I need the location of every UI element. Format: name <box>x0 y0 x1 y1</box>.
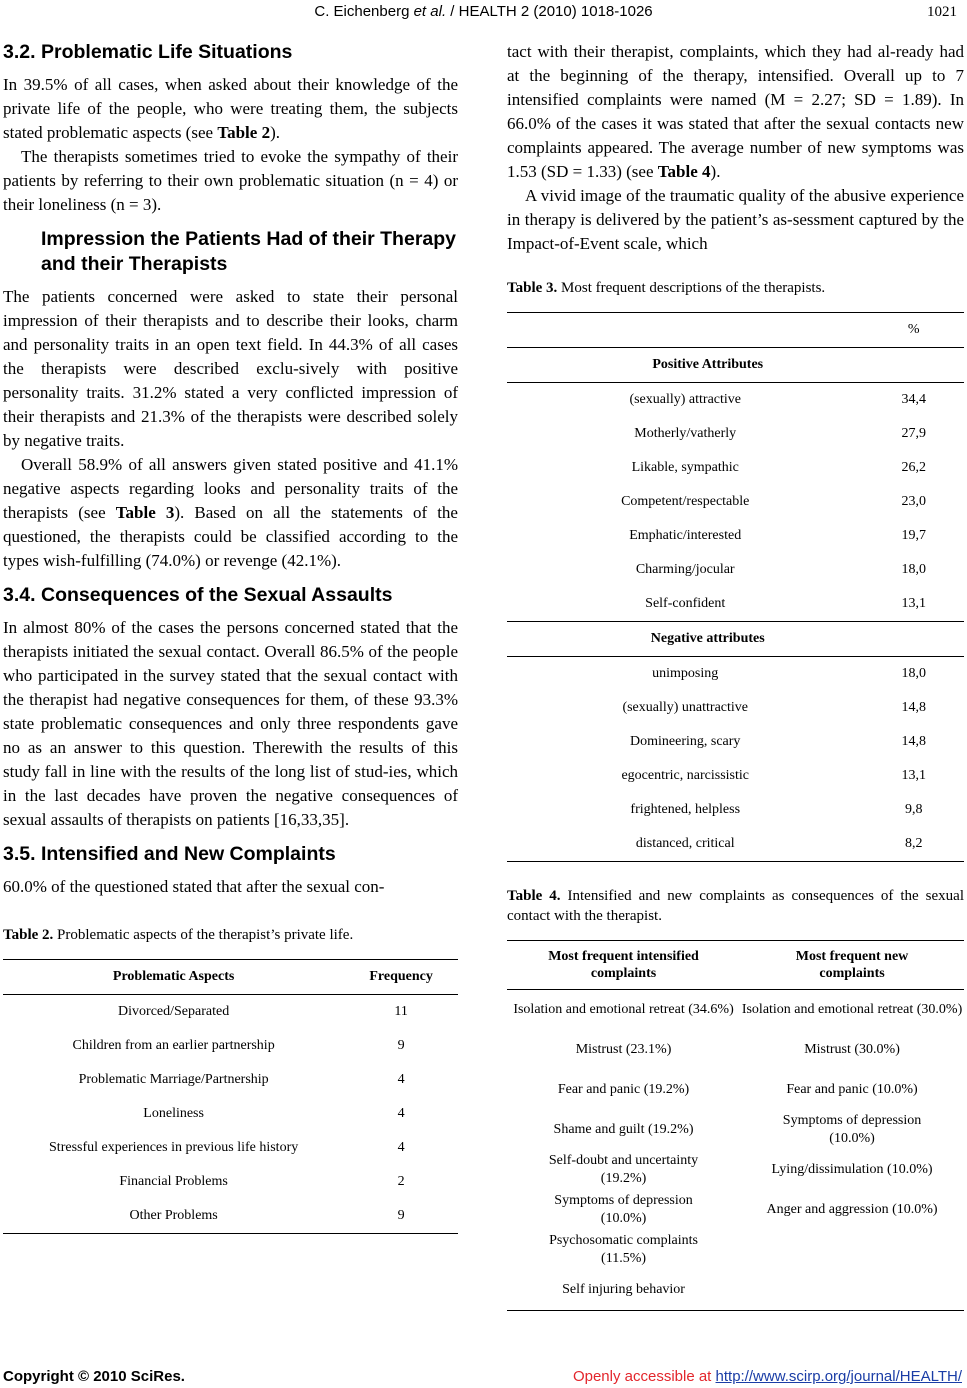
table-cell: 4 <box>397 1106 405 1121</box>
table-cell: Children from an earlier partnership <box>72 1038 275 1053</box>
right-column <box>507 40 964 1311</box>
table-cell: Mistrust (23.1%) <box>575 1042 672 1057</box>
caption-text: Problematic aspects of the therapist’s private life. <box>53 927 354 943</box>
column-header: Problematic Aspects <box>3 960 344 995</box>
table-row <box>3 1199 458 1234</box>
table-header-row <box>507 941 964 990</box>
table-2 <box>3 959 458 1234</box>
table-cell: 9 <box>397 1038 405 1053</box>
table-cell: Stressful experiences in previous life history <box>49 1140 299 1155</box>
table-ref-link[interactable]: Table 4 <box>657 162 711 181</box>
table-cell: Likable, sympathic <box>631 460 739 475</box>
table-cell: 34,4 <box>901 392 926 407</box>
section-number: 3.2. <box>3 41 36 63</box>
table-cell: Self-confident <box>645 596 726 611</box>
table-cell: 8,2 <box>904 836 923 851</box>
table-header-row <box>3 960 458 995</box>
table-cell: Charming/jocular <box>635 562 735 577</box>
table-cell: egocentric, narcissistic <box>621 768 749 783</box>
left-column <box>3 40 458 1234</box>
table-cell: Emphatic/interested <box>629 528 742 543</box>
section-header: Positive Attributes <box>507 348 863 383</box>
table-cell: Isolation and emotional retreat (34.6%) <box>513 1002 734 1017</box>
table-4 <box>507 940 964 1311</box>
table-cell <box>863 622 964 657</box>
table-cell <box>863 348 964 383</box>
table-2-caption <box>3 925 458 945</box>
table-3 <box>507 312 964 862</box>
table-row <box>3 1029 458 1063</box>
caption-text: Intensified and new complaints as consequences of the sexual contact with the therapist. <box>507 888 965 924</box>
table-row <box>507 1150 964 1190</box>
section-3-5-heading <box>3 842 458 867</box>
paragraph: A vivid image of the traumatic quality of the abusive experience in therapy is delivered by the patient’s as-sessment captured by the Impact-of-Event scale, which <box>507 186 964 253</box>
text: Overall 58.9% of all answers given stated positive and 41.1% negative aspects regarding looks and personality traits of the therapists (see <box>3 455 458 522</box>
table-label: Table 3. <box>507 280 558 296</box>
running-head-journal: / HEALTH 2 (2010) 1018-1026 <box>446 3 653 20</box>
table-row <box>507 519 964 553</box>
table-cell <box>740 1230 964 1270</box>
table-cell: Isolation and emotional retreat (30.0%) <box>741 1002 963 1017</box>
table-cell: frightened, helpless <box>630 802 741 817</box>
table-header-row <box>507 313 964 348</box>
copyright-notice: Copyright © 2010 SciRes. <box>3 1368 185 1385</box>
table-row <box>507 383 964 418</box>
table-row <box>507 1190 964 1230</box>
table-cell: Financial Problems <box>119 1174 228 1189</box>
table-cell: distanced, critical <box>635 836 735 851</box>
table-row <box>507 553 964 587</box>
table-row <box>507 793 964 827</box>
section-header: Negative attributes <box>507 622 863 657</box>
table-cell: Problematic Marriage/Partnership <box>78 1072 269 1087</box>
column-header: % <box>907 322 920 337</box>
table-row <box>3 1097 458 1131</box>
table-cell: 4 <box>397 1140 405 1155</box>
table-cell: 9,8 <box>904 802 923 817</box>
section-number: 3.5. <box>3 843 36 865</box>
table-3-caption <box>507 278 964 298</box>
table-row <box>507 759 964 793</box>
table-cell: Symptoms of depression (10.0%) <box>554 1193 693 1226</box>
table-row <box>507 657 964 692</box>
section-number <box>3 227 41 252</box>
section-title: Problematic Life Situations <box>41 41 293 63</box>
open-access-prefix: Openly accessible at <box>572 1368 716 1385</box>
column-header: Frequency <box>344 960 458 995</box>
section-3-4-heading <box>3 583 458 608</box>
text: ). Based on all the statements of the questioned, the therapists could be classified according to the types wish-fulfilling (74.0%) or revenge (42.1%). <box>3 503 458 570</box>
table-cell: Domineering, scary <box>630 734 741 749</box>
section-3-3-heading <box>3 227 458 277</box>
table-cell: 26,2 <box>901 460 926 475</box>
table-row <box>507 725 964 759</box>
table-section-row <box>507 622 964 657</box>
table-label: Table 2. <box>3 927 54 943</box>
table-cell: Symptoms of depression (10.0%) <box>782 1113 922 1146</box>
table-row <box>507 485 964 519</box>
paragraph <box>3 73 458 145</box>
table-cell: Fear and panic (10.0%) <box>786 1082 918 1097</box>
table-row <box>3 995 458 1030</box>
table-row <box>507 1110 964 1150</box>
table-cell <box>507 313 863 348</box>
running-header <box>0 3 967 25</box>
running-head-etal: et al. <box>413 3 447 20</box>
page-number: 1021 <box>927 4 957 20</box>
table-cell: Psychosomatic complaints (11.5%) <box>549 1233 698 1266</box>
table-cell: Competent/respectable <box>621 494 750 509</box>
table-cell: 11 <box>394 1004 408 1019</box>
table-cell: Mistrust (30.0%) <box>804 1042 900 1057</box>
table-row <box>507 1270 964 1311</box>
table-cell: Other Problems <box>129 1208 218 1223</box>
text: ). <box>710 162 721 181</box>
table-section-row <box>507 348 964 383</box>
paragraph: The patients concerned were asked to state their personal impression of their therapists and to describe their looks, charm and personality traits in an open text field. In 44.3% of all cases the therapists were described exclu-sively with positive personality traits. 31.2% stated a very conflicted impression of their therapists and 21.3% of the therapists were described solely by negative traits. <box>3 287 458 450</box>
table-cell: Shame and guilt (19.2%) <box>553 1122 694 1137</box>
table-cell <box>740 1270 964 1311</box>
section-title: Consequences of the Sexual Assaults <box>41 584 393 606</box>
table-row <box>507 691 964 725</box>
column-header: Most frequent intensified complaints <box>507 941 740 990</box>
running-head <box>0 3 967 20</box>
table-row <box>3 1063 458 1097</box>
table-row <box>3 1131 458 1165</box>
table-cell: 14,8 <box>901 734 926 749</box>
table-cell: 2 <box>397 1174 405 1189</box>
table-cell: 27,9 <box>901 426 926 441</box>
table-cell: 18,0 <box>901 666 926 681</box>
paragraph: The therapists sometimes tried to evoke the sympathy of their patients by referring to their own problematic situation (n = 4) or their loneliness (n = 3). <box>3 147 458 214</box>
table-cell: Self-doubt and uncertainty (19.2%) <box>548 1153 699 1186</box>
table-cell: Lying/dissimulation (10.0%) <box>771 1162 933 1177</box>
table-label: Table 4. <box>507 888 561 904</box>
table-row <box>507 1230 964 1270</box>
table-cell: Motherly/vatherly <box>634 426 737 441</box>
paragraph: 60.0% of the questioned stated that after the sexual con- <box>3 877 385 896</box>
table-cell: (sexually) attractive <box>629 392 741 407</box>
table-cell: Anger and aggression (10.0%) <box>766 1202 938 1217</box>
column-header: Most frequent new complaints <box>740 941 964 990</box>
table-cell: 14,8 <box>901 700 926 715</box>
table-4-caption <box>507 886 964 926</box>
table-cell: 19,7 <box>901 528 926 543</box>
table-row <box>3 1165 458 1199</box>
table-cell: 18,0 <box>901 562 926 577</box>
table-row <box>507 451 964 485</box>
table-cell: Divorced/Separated <box>118 1004 230 1019</box>
table-cell: (sexually) unattractive <box>622 700 748 715</box>
section-number: 3.4. <box>3 584 36 606</box>
paragraph <box>3 453 458 573</box>
paragraph: In almost 80% of the cases the persons concerned stated that the therapists initiated the sexual contact. Overall 86.5% of the people who participated in the survey stated that the sexual contact with the therapist had negative consequences for them, of these 93.3% state problematic consequences and only three respondents gave no as an answer to this question. Therewith the results of this study fall in line with the results of the long list of stud-ies, which in the last decades have proven the negative consequences of sexual assaults of therapists on patients [16,33,35]. <box>3 618 458 829</box>
text: ). <box>270 123 280 142</box>
table-cell: 13,1 <box>901 768 926 783</box>
table-cell: 4 <box>397 1072 405 1087</box>
table-row <box>507 1070 964 1110</box>
open-access-notice <box>573 1368 962 1385</box>
section-title: Intensified and New Complaints <box>41 843 336 865</box>
running-head-authors: C. Eichenberg <box>314 3 414 20</box>
caption-text: Most frequent descriptions of the therapists. <box>557 280 826 296</box>
table-cell: 13,1 <box>901 596 926 611</box>
table-ref-link[interactable]: Table 3 <box>115 503 175 522</box>
table-row <box>507 417 964 451</box>
section-title: Impression the Patients Had of their Therapy and their Therapists <box>41 228 457 275</box>
text: tact with their therapist, complaints, which they had al-ready had at the beginning of the therapy, intensified. Overall up to 7 intensified complaints were named (M = 2.27; SD = 1.89). In 66.0% of the cases it was stated that after the sexual contacts new complaints appeared. The average number of new symptoms was 1.53 (SD = 1.33) (see <box>507 42 964 181</box>
section-3-2-heading <box>3 40 458 65</box>
table-cell: 9 <box>397 1208 405 1223</box>
table-cell: Loneliness <box>143 1106 204 1121</box>
table-cell: 23,0 <box>901 494 926 509</box>
table-cell: Fear and panic (19.2%) <box>557 1082 690 1097</box>
table-cell: unimposing <box>652 666 719 681</box>
table-cell: Self injuring behavior <box>562 1282 685 1297</box>
table-row <box>507 1030 964 1070</box>
text: In 39.5% of all cases, when asked about their knowledge of the private life of the people, who were treating them, the subjects stated problematic aspects (see <box>3 75 458 142</box>
table-row <box>507 990 964 1031</box>
table-row <box>507 827 964 862</box>
paragraph <box>507 40 964 184</box>
table-row <box>507 587 964 622</box>
table-ref-link[interactable]: Table 2 <box>217 123 271 142</box>
journal-link[interactable]: http://www.scirp.org/journal/HEALTH/ <box>715 1368 962 1385</box>
